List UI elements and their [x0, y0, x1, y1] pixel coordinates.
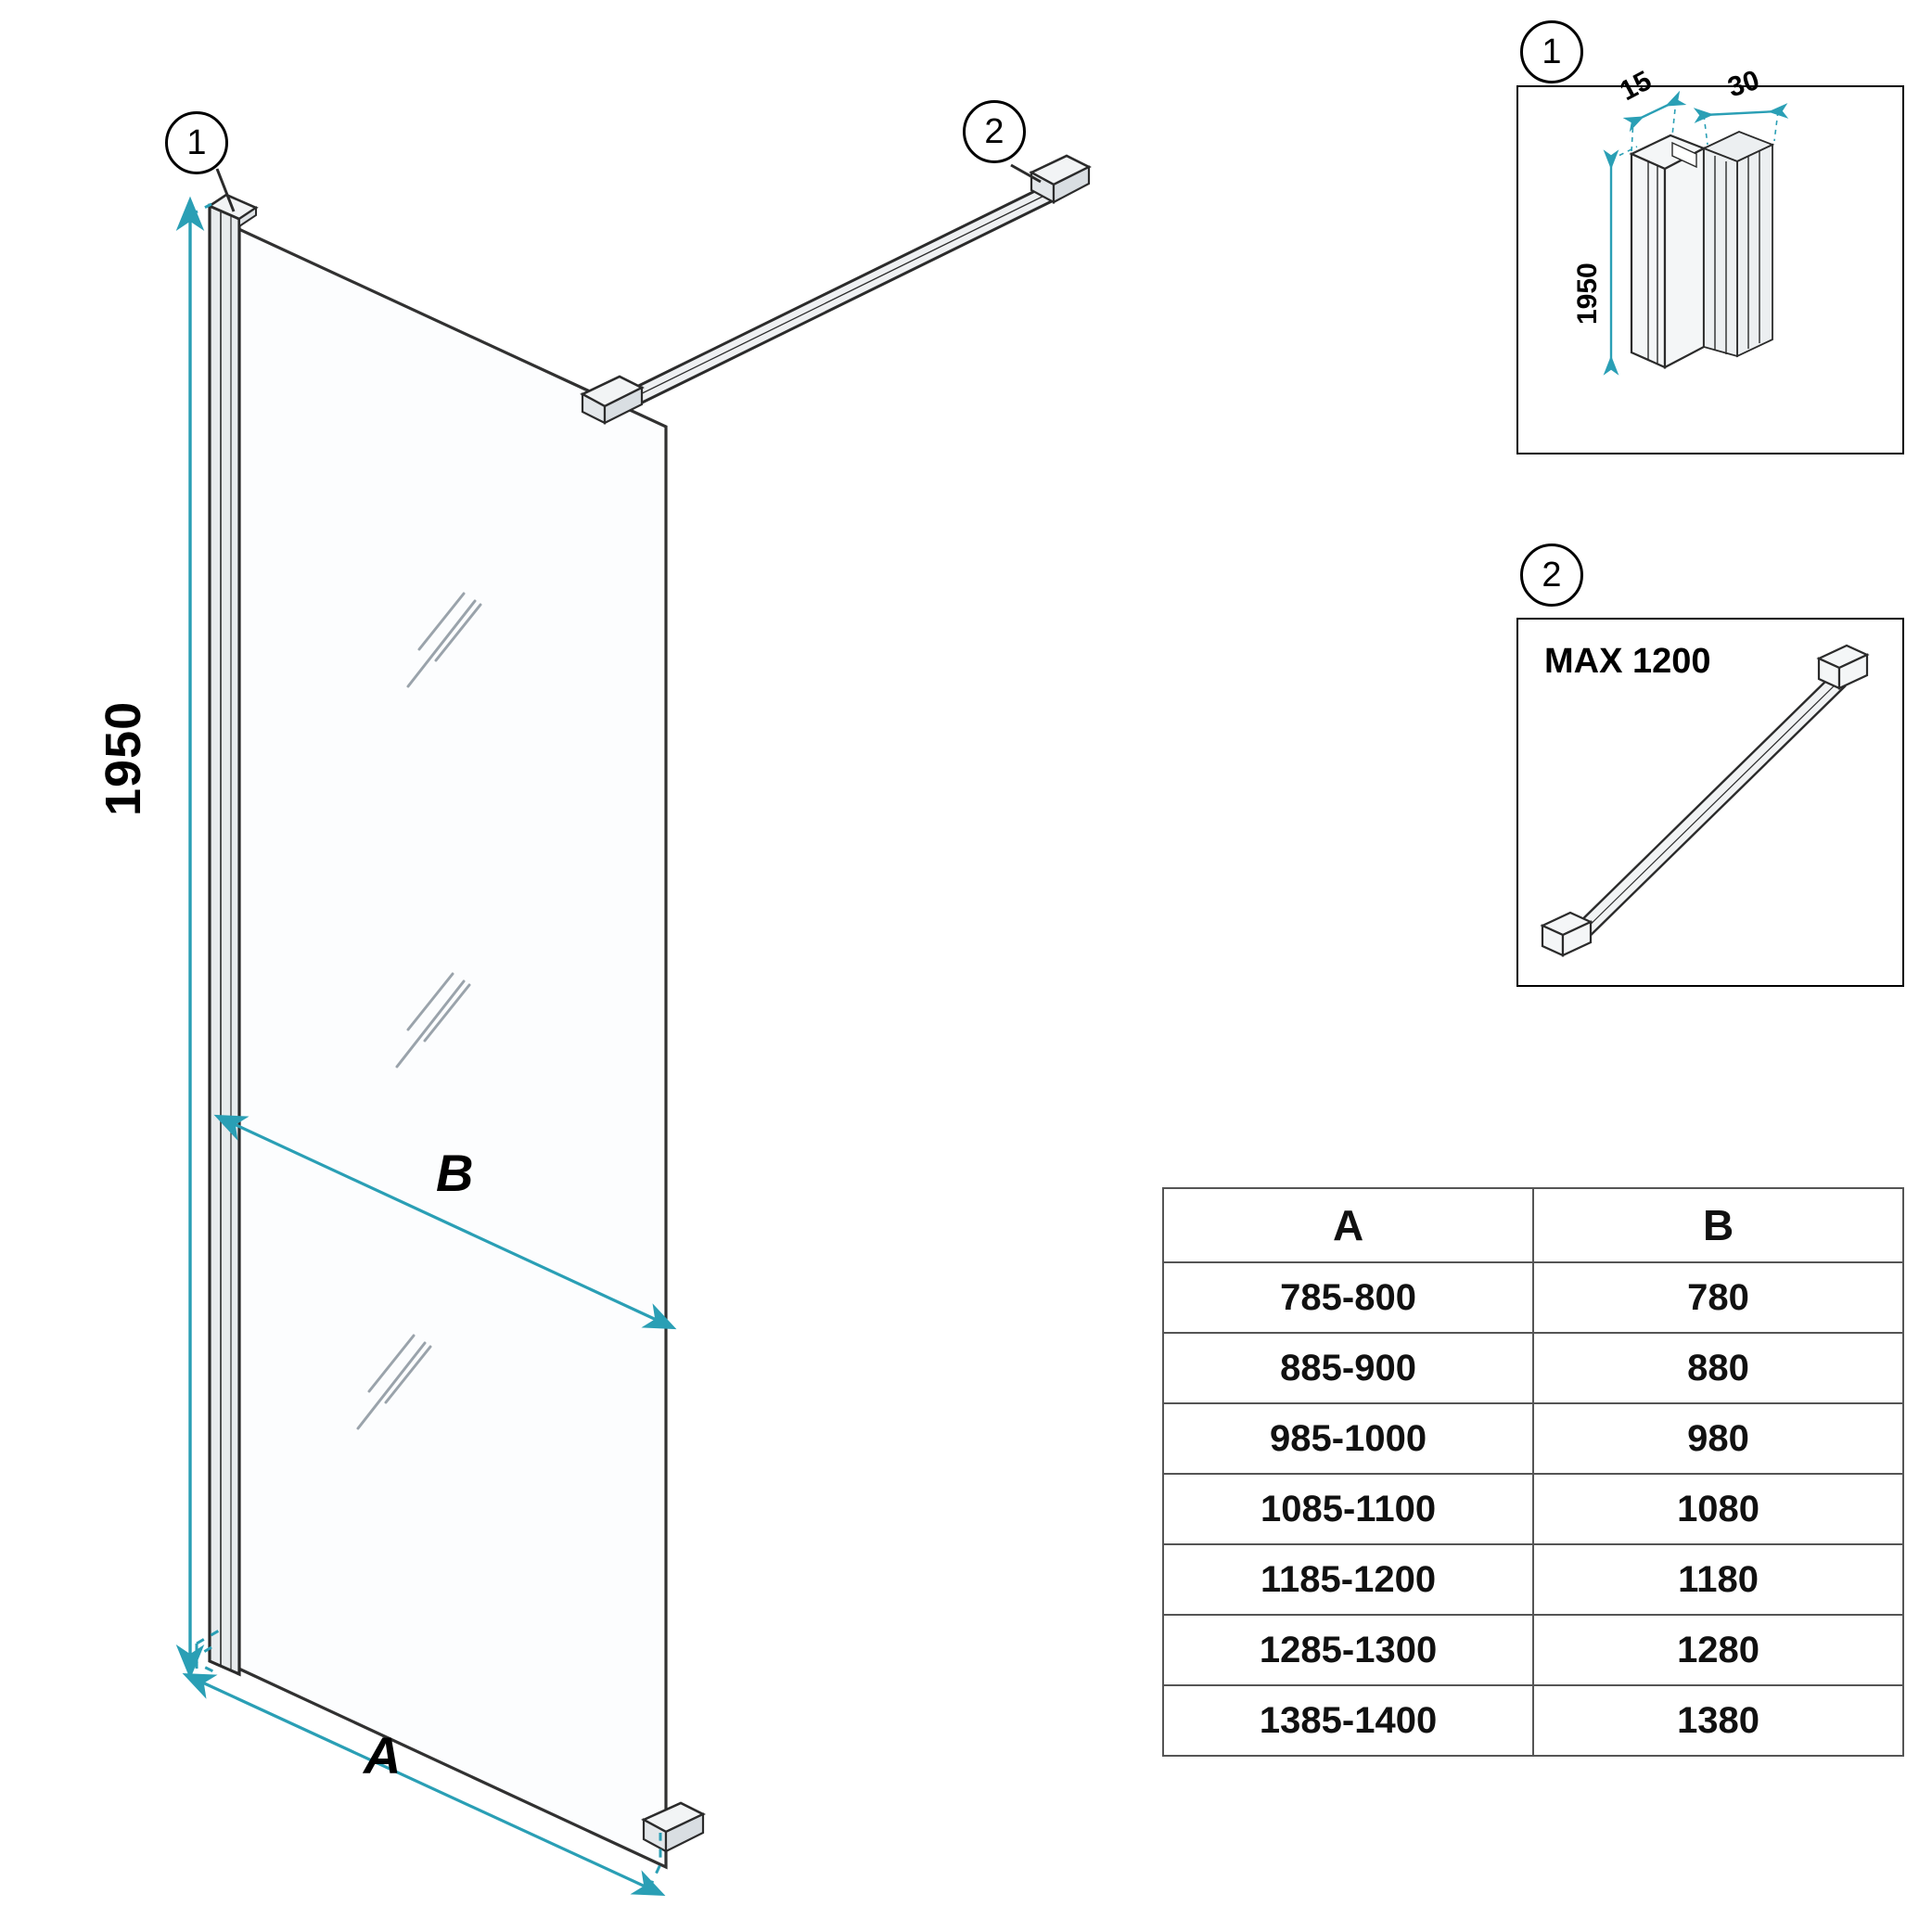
cell-b: 1380 [1533, 1685, 1903, 1756]
table-row [1163, 1403, 1903, 1474]
detail-1-callout[interactable] [1520, 20, 1583, 83]
table-row [1163, 1615, 1903, 1685]
callout-1-label: 1 [186, 122, 207, 162]
detail-1-dim-15: 15 [1615, 65, 1657, 108]
detail-1-dim-1950: 1950 [1572, 262, 1603, 325]
dimension-a-label: A [364, 1726, 402, 1785]
cell-a: 1185-1200 [1163, 1544, 1533, 1615]
cell-b: 980 [1533, 1403, 1903, 1474]
table-row [1163, 1474, 1903, 1544]
cell-b: 1180 [1533, 1544, 1903, 1615]
detail-1-box [1516, 64, 1904, 454]
table-header-row [1163, 1188, 1903, 1262]
glass-panel [221, 221, 666, 1867]
detail-2-callout[interactable] [1520, 544, 1583, 607]
detail-1-callout-label: 1 [1542, 32, 1562, 71]
detail-2-box [1516, 618, 1904, 987]
cell-a: 785-800 [1163, 1262, 1533, 1333]
table-row [1163, 1544, 1903, 1615]
support-bar [582, 156, 1089, 423]
cell-b: 1080 [1533, 1474, 1903, 1544]
table-header-b: B [1533, 1188, 1903, 1262]
cell-a: 985-1000 [1163, 1403, 1533, 1474]
cell-b: 1280 [1533, 1615, 1903, 1685]
dimension-b-label: B [436, 1144, 474, 1202]
table-row [1163, 1262, 1903, 1333]
callout-2-label: 2 [984, 111, 1004, 151]
cell-b: 780 [1533, 1262, 1903, 1333]
cell-a: 1085-1100 [1163, 1474, 1533, 1544]
callout-leaders [217, 165, 1041, 211]
callout-2[interactable] [963, 100, 1026, 163]
table-row [1163, 1333, 1903, 1403]
detail-1-dim-30: 30 [1724, 64, 1763, 104]
height-dimension-label: 1950 [96, 700, 151, 816]
table-row [1163, 1685, 1903, 1756]
cell-a: 885-900 [1163, 1333, 1533, 1403]
table-header-a: A [1163, 1188, 1533, 1262]
cell-a: 1385-1400 [1163, 1685, 1533, 1756]
spec-table [1162, 1187, 1904, 1757]
cell-a: 1285-1300 [1163, 1615, 1533, 1685]
callout-1[interactable] [165, 111, 228, 174]
cell-b: 880 [1533, 1333, 1903, 1403]
detail-2-callout-label: 2 [1542, 555, 1562, 595]
detail-2-max-label: MAX 1200 [1544, 642, 1711, 681]
